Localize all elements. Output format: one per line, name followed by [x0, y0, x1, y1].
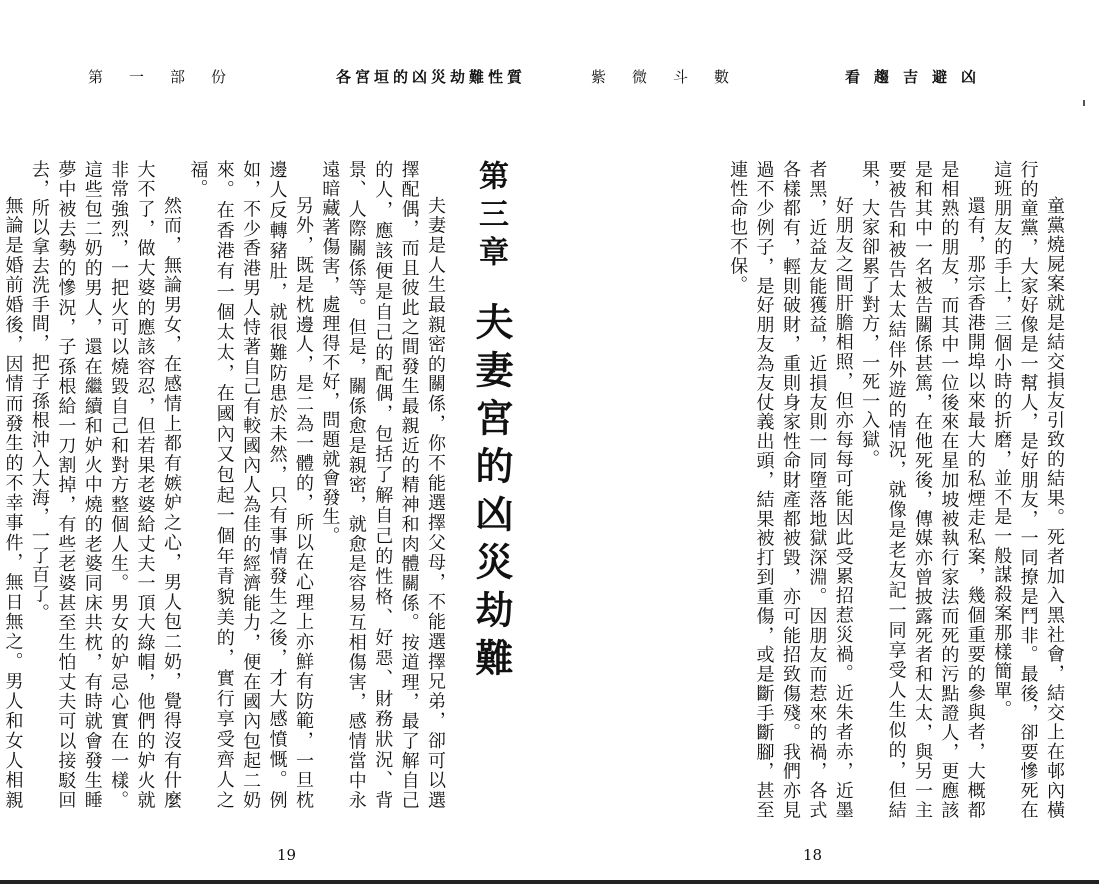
page-number: 19 — [277, 846, 297, 864]
chapter-title: 夫妻宮的凶災劫難 — [469, 302, 514, 686]
running-head-part: 第一部份 — [88, 68, 253, 86]
right-page — [545, 0, 1099, 884]
paragraph: 還有，那宗香港開埠以來最大的私煙走私案，幾個重要的參與者，大概都是相熟的朋友，而其中一位後來在星加坡被執行家法而死的污點證人，更應該是和其中一名被告關係甚篤，在他死後，傳媒亦曾披露死者和太太，與另一主要被告和被告太太結伴外遊的情況，就像是老友記一同享受人生似的，但結果，大家卻累了對方，一死一入獄。 — [859, 160, 986, 820]
running-head-subtitle: 看趨吉避凶 — [845, 68, 991, 86]
running-head-book-title: 紫微斗數 — [591, 68, 756, 86]
running-head-section-title: 各宮垣的凶災劫難性質 — [336, 68, 527, 86]
paragraph: 夫妻是人生最親密的關係，你不能選擇父母，不能選擇兄弟，卻可以選擇配偶，而且彼此之間發生最親近的精神和肉體關係。按道理，最了解自己的人，應該便是自己的配偶，包括了解自己的性格、好惡、財務狀況、背景、人際關係等。但是，關係愈是親密，就愈是容易互相傷害，感情當中永遠暗藏著傷害，處理得不好，問題就會發生。 — [319, 160, 446, 810]
chapter-number: 第三章 — [473, 160, 508, 274]
paragraph: 童黨燒屍案就是結交損友引致的結果。死者加入黑社會，結交上在邨內橫行的童黨，大家好像是一幫人，是好朋友，一同撩是鬥非。最後，卻要慘死在這班朋友的手上，三個小時的折磨，並不是一般謀殺案那樣簡單。 — [991, 160, 1065, 820]
paragraph: 然而，無論男女，在感情上都有嫉妒之心，男人包二奶，覺得沒有什麼大不了，做大婆的應該容忍，但若果老婆給丈夫一頂大綠帽，他們的妒火就非常強烈，一把火可以燒毀自己和對方整個人生。男女的妒忌心實在一樣。這些包二奶的男人，還在繼續和妒火中燒的老婆同床共枕，有時就會發生睡夢中被去勢的慘況，子孫根給一刀割掉，有些老婆甚至生怕丈夫可以接駁回去，所以拿去洗手間，把子孫根沖入大海，一了百了。 — [28, 160, 182, 810]
page-number: 18 — [803, 846, 823, 864]
right-page-body — [725, 160, 1067, 820]
bottom-edge-rule — [0, 880, 1099, 884]
paragraph: 無論是婚前婚後，因情而發生的不幸事件，無日無之。男人和女人相親 — [2, 196, 24, 810]
left-page — [0, 0, 545, 884]
left-page-body — [2, 160, 448, 810]
paragraph: 另外，既是枕邊人，是二為一體的，所以在心理上亦鮮有防範，一旦枕邊人反轉豬肚，就很難防患於未然，只有事情發生之後，才大感憤慨。例如，不少香港男人恃著自己有較國內人為佳的經濟能力，便在國內包起二奶來。在香港有一個太太，在國內又包起一個年青貌美的，實行享受齊人之福。 — [187, 160, 314, 810]
scan-mark — [1083, 100, 1085, 106]
paragraph: 好朋友之間肝膽相照，但亦每每可能因此受累招惹災禍。近朱者赤，近墨者黑，近益友能獲益，近損友則一同墮落地獄深淵。因朋友而惹來的禍，各式各樣都有，輕則破財，重則身家性命財產都被毀，亦可能招致傷殘。我們亦見過不少例子，是好朋友為友仗義出頭，結果被打到重傷，或是斷手斷腳，甚至連性命也不保。 — [727, 160, 854, 820]
